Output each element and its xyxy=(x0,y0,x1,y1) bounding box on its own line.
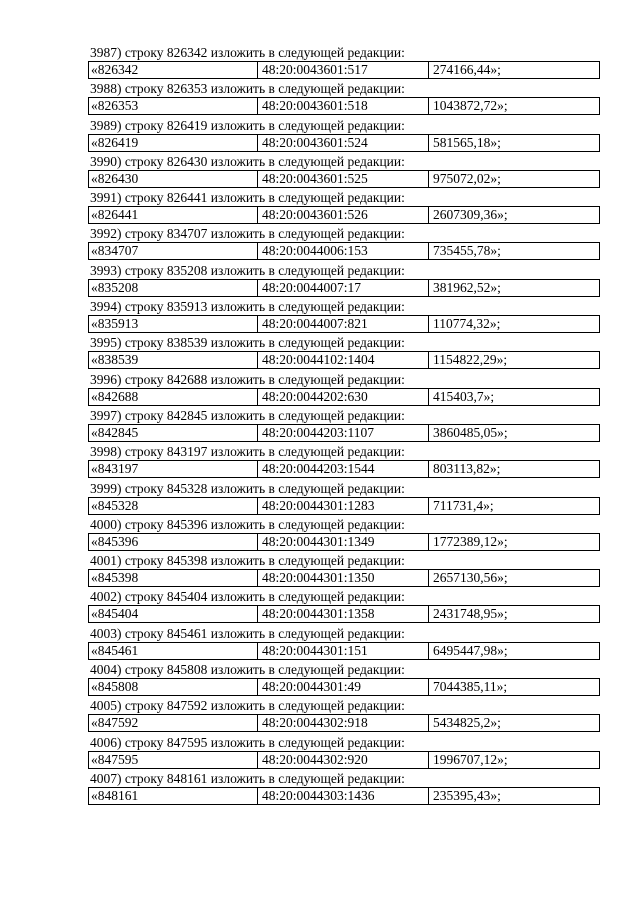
cadastral-number: 48:20:0044302:918 xyxy=(258,715,429,731)
cadastral-value: 711731,4»; xyxy=(433,497,494,513)
amendment-instruction: 3995) строку 838539 изложить в следующей редакции: xyxy=(90,335,405,351)
table-row xyxy=(88,351,600,369)
amendment-entry xyxy=(88,371,600,407)
cadastral-number: 48:20:0044301:49 xyxy=(258,679,429,695)
row-code: «838539 xyxy=(89,352,258,368)
row-code: «843197 xyxy=(89,461,258,477)
amendment-instruction: 3993) строку 835208 изложить в следующей редакции: xyxy=(90,262,405,278)
cadastral-value: 274166,44»; xyxy=(433,62,501,77)
cadastral-value: 1043872,72»; xyxy=(433,98,508,114)
table-row xyxy=(88,497,600,515)
cadastral-value: 110774,32»; xyxy=(433,316,501,332)
amendment-instruction: 4003) строку 845461 изложить в следующей редакции: xyxy=(90,625,405,641)
row-code: «845461 xyxy=(89,643,258,659)
row-code: «835208 xyxy=(89,280,258,296)
amendment-entry xyxy=(88,697,600,733)
cadastral-value: 1154822,29»; xyxy=(433,352,508,368)
cadastral-number: 48:20:0044007:821 xyxy=(258,316,429,332)
table-row xyxy=(88,787,600,805)
amendment-instruction: 3994) строку 835913 изложить в следующей редакции: xyxy=(90,299,405,315)
cadastral-number: 48:20:0044302:920 xyxy=(258,752,429,768)
amendment-entry xyxy=(88,189,600,225)
table-row xyxy=(88,315,600,333)
cadastral-value: 735455,78»; xyxy=(433,243,501,259)
table-row xyxy=(88,242,600,260)
row-code: «847595 xyxy=(89,752,258,768)
row-code: «826419 xyxy=(89,135,258,151)
row-code: «845404 xyxy=(89,606,258,622)
row-code: «826430 xyxy=(89,171,258,187)
amendment-instruction: 3998) строку 843197 изложить в следующей редакции: xyxy=(90,444,405,460)
amendment-entry xyxy=(88,443,600,479)
cadastral-number: 48:20:0044301:1283 xyxy=(258,498,429,514)
amendment-entry xyxy=(88,117,600,153)
amendment-entry xyxy=(88,588,600,624)
cadastral-value: 1996707,12»; xyxy=(433,751,508,767)
cadastral-value: 803113,82»; xyxy=(433,461,501,477)
amendment-instruction: 3997) строку 842845 изложить в следующей редакции: xyxy=(90,407,405,423)
cadastral-number: 48:20:0044007:17 xyxy=(258,280,429,296)
table-row xyxy=(88,424,600,442)
table-row xyxy=(88,170,600,188)
amendment-entry xyxy=(88,153,600,189)
amendment-instruction: 4004) строку 845808 изложить в следующей редакции: xyxy=(90,662,405,678)
cadastral-value: 5434825,2»; xyxy=(433,715,501,731)
document-body xyxy=(88,44,600,806)
row-code: «848161 xyxy=(89,788,258,804)
row-code: «826441 xyxy=(89,207,258,223)
cadastral-value: 975072,02»; xyxy=(433,170,501,186)
amendment-entry xyxy=(88,552,600,588)
amendment-instruction: 3992) строку 834707 изложить в следующей редакции: xyxy=(90,226,405,242)
row-code: «845398 xyxy=(89,570,258,586)
cadastral-value: 415403,7»; xyxy=(433,388,495,404)
amendment-entry xyxy=(88,407,600,443)
table-row xyxy=(88,714,600,732)
table-row xyxy=(88,533,600,551)
cadastral-number: 48:20:0043601:518 xyxy=(258,98,429,114)
amendment-instruction: 4002) строку 845404 изложить в следующей редакции: xyxy=(90,589,405,605)
cadastral-number: 48:20:0044006:153 xyxy=(258,243,429,259)
table-row xyxy=(88,206,600,224)
amendment-entry xyxy=(88,770,600,806)
table-row xyxy=(88,569,600,587)
row-code: «835913 xyxy=(89,316,258,332)
table-row xyxy=(88,61,600,79)
cadastral-number: 48:20:0044301:1349 xyxy=(258,534,429,550)
amendment-instruction: 3996) строку 842688 изложить в следующей редакции: xyxy=(90,371,405,387)
amendment-instruction: 3990) строку 826430 изложить в следующей редакции: xyxy=(90,153,405,169)
cadastral-value: 6495447,98»; xyxy=(433,642,508,658)
cadastral-number: 48:20:0044203:1107 xyxy=(258,425,429,441)
amendment-instruction: 3988) строку 826353 изложить в следующей редакции: xyxy=(90,81,405,97)
amendment-entry xyxy=(88,334,600,370)
row-code: «826353 xyxy=(89,98,258,114)
amendment-entry xyxy=(88,480,600,516)
cadastral-number: 48:20:0043601:526 xyxy=(258,207,429,223)
cadastral-value: 7044385,11»; xyxy=(433,679,508,695)
amendment-instruction: 4005) строку 847592 изложить в следующей редакции: xyxy=(90,698,405,714)
cadastral-value: 2657130,56»; xyxy=(433,570,508,586)
cadastral-number: 48:20:0044301:1350 xyxy=(258,570,429,586)
table-row xyxy=(88,97,600,115)
cadastral-number: 48:20:0044202:630 xyxy=(258,389,429,405)
row-code: «847592 xyxy=(89,715,258,731)
amendment-entry xyxy=(88,661,600,697)
row-code: «842845 xyxy=(89,425,258,441)
cadastral-number: 48:20:0044102:1404 xyxy=(258,352,429,368)
amendment-entry xyxy=(88,516,600,552)
table-row xyxy=(88,134,600,152)
cadastral-value: 3860485,05»; xyxy=(433,424,508,440)
table-row xyxy=(88,751,600,769)
table-row xyxy=(88,678,600,696)
amendment-instruction: 4006) строку 847595 изложить в следующей редакции: xyxy=(90,734,405,750)
table-row xyxy=(88,460,600,478)
amendment-instruction: 4007) строку 848161 изложить в следующей редакции: xyxy=(90,770,405,786)
row-code: «842688 xyxy=(89,389,258,405)
table-row xyxy=(88,279,600,297)
table-row xyxy=(88,642,600,660)
cadastral-number: 48:20:0044301:151 xyxy=(258,643,429,659)
amendment-entry xyxy=(88,80,600,116)
row-code: «826342 xyxy=(89,62,258,78)
cadastral-value: 2607309,36»; xyxy=(433,207,508,223)
row-code: «845396 xyxy=(89,534,258,550)
amendment-entry xyxy=(88,298,600,334)
cadastral-number: 48:20:0043601:525 xyxy=(258,171,429,187)
amendment-instruction: 4000) строку 845396 изложить в следующей редакции: xyxy=(90,516,405,532)
amendment-entry xyxy=(88,734,600,770)
cadastral-value: 581565,18»; xyxy=(433,134,501,150)
amendment-instruction: 3999) строку 845328 изложить в следующей редакции: xyxy=(90,480,405,496)
cadastral-value: 2431748,95»; xyxy=(433,606,508,622)
cadastral-number: 48:20:0044203:1544 xyxy=(258,461,429,477)
cadastral-number: 48:20:0043601:517 xyxy=(258,62,429,78)
table-row xyxy=(88,388,600,406)
amendment-entry xyxy=(88,625,600,661)
row-code: «845328 xyxy=(89,498,258,514)
amendment-instruction: 3989) строку 826419 изложить в следующей редакции: xyxy=(90,117,405,133)
table-row xyxy=(88,605,600,623)
amendment-entry xyxy=(88,225,600,261)
amendment-instruction: 3987) строку 826342 изложить в следующей редакции: xyxy=(90,45,405,60)
cadastral-number: 48:20:0043601:524 xyxy=(258,135,429,151)
cadastral-value: 1772389,12»; xyxy=(433,533,508,549)
cadastral-number: 48:20:0044303:1436 xyxy=(258,788,429,804)
row-code: «834707 xyxy=(89,243,258,259)
cadastral-value: 381962,52»; xyxy=(433,279,501,295)
row-code: «845808 xyxy=(89,679,258,695)
amendment-instruction: 4001) строку 845398 изложить в следующей редакции: xyxy=(90,553,405,569)
amendment-instruction: 3991) строку 826441 изложить в следующей редакции: xyxy=(90,190,405,206)
cadastral-number: 48:20:0044301:1358 xyxy=(258,606,429,622)
cadastral-value: 235395,43»; xyxy=(433,787,501,803)
amendment-entry xyxy=(88,44,600,80)
amendment-entry xyxy=(88,262,600,298)
